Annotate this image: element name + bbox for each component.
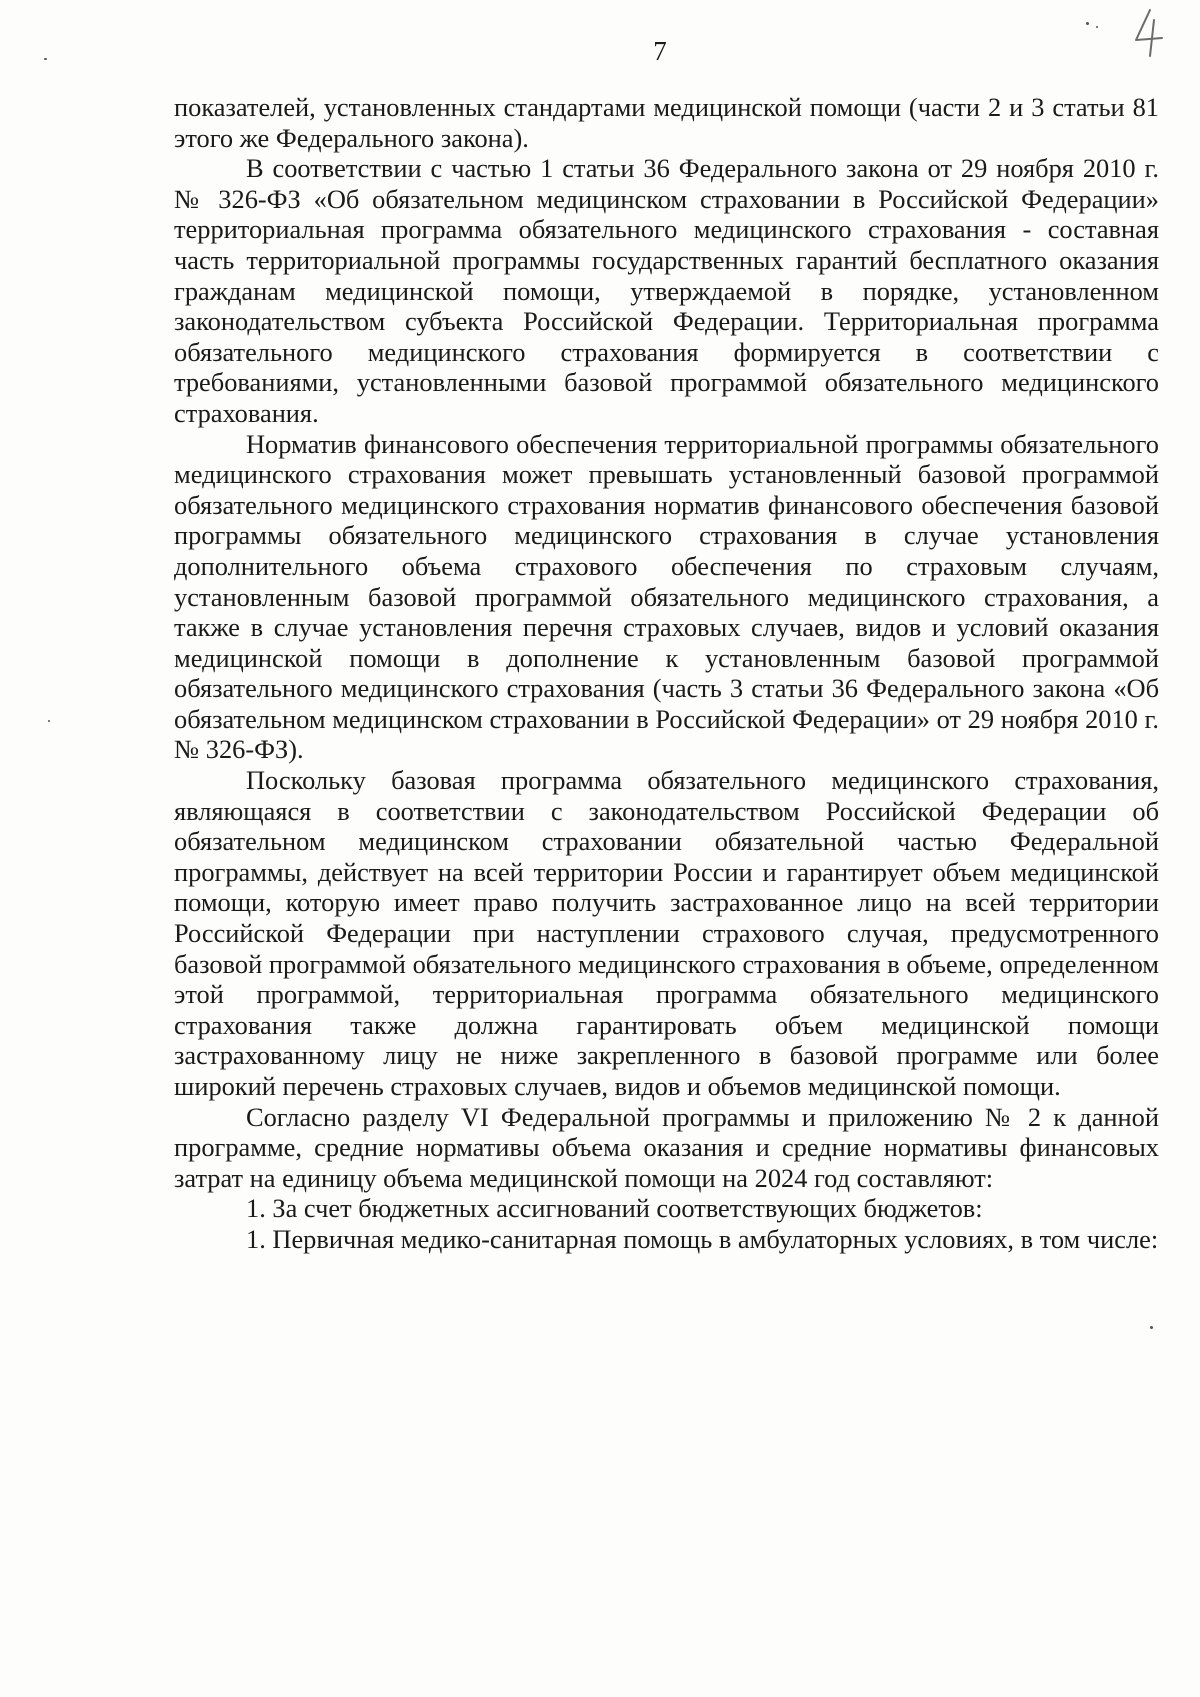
list-item-primary-care: 1. Первичная медико-санитарная помощь в амбулаторных условиях, в том числе: — [246, 1223, 1159, 1254]
paragraph-continued: показателей, установленных стандартами медицинской помощи (части 2 и 3 статьи 81 этого же Федерального закона). — [174, 92, 1159, 153]
paragraph-financing-standard: Норматив финансового обеспечения территориальной программы обязательного медицинского страхования может превышать установленный базовой программой обязательного медицинского страхования норматив финансового обеспечения базовой программы обязательного медицинского страхования в случае установления дополнительного объема страхового обеспечения по страховым случаям, установленным базовой программой обязательного медицинского страхования, а также в случае установления перечня страховых случаев, видов и условий оказания медицинской помощи в дополнение к установленным базовой программой обязательного медицинского страхования (часть 3 статьи 36 Федерального закона «Об обязательном медицинском страховании в Российской Федерации» от 29 ноября 2010 г. № 326-ФЗ). — [174, 428, 1159, 765]
scan-speck — [48, 720, 50, 722]
handwritten-page-mark — [1128, 4, 1168, 60]
document-body — [174, 92, 1159, 1255]
scan-speck — [1150, 1326, 1153, 1329]
page-number: 7 — [653, 36, 667, 66]
scan-speck — [1086, 22, 1089, 25]
paragraph-section-vi: Согласно разделу VI Федеральной программы и приложению № 2 к данной программе, средние нормативы объема оказания и средние нормативы финансовых затрат на единицу объема медицинской помощи на 2024 год составляют: — [174, 1101, 1159, 1193]
scan-speck — [1096, 26, 1098, 28]
list-item-budget: 1. За счет бюджетных ассигнований соответствующих бюджетов: — [246, 1193, 983, 1224]
scan-speck — [44, 58, 47, 60]
paragraph-base-program: Поскольку базовая программа обязательного медицинского страхования, являющаяся в соответствии с законодательством Российской Федерации об обязательном медицинском страховании обязательной частью Федеральной программы, действует на всей территории России и гарантирует объем медицинской помощи, которую имеет право получить застрахованное лицо на всей территории Российской Федерации при наступлении страхового случая, предусмотренного базовой программой обязательного медицинского страхования в объеме, определенном этой программой, территориальная программа обязательного медицинского страхования также должна гарантировать объем медицинской помощи застрахованному лицу не ниже закрепленного в базовой программе или более широкий перечень страховых случаев, видов и объемов медицинской помощи. — [174, 765, 1159, 1101]
paragraph-territorial-program: В соответствии с частью 1 статьи 36 Федерального закона от 29 ноября 2010 г. № 326-ФЗ «Об обязательном медицинском страховании в Российской Федерации» территориальная программа обязательного медицинского страхования - составная часть территориальной программы государственных гарантий бесплатного оказания гражданам медицинской помощи, утверждаемой в порядке, установленном законодательством субъекта Российской Федерации. Территориальная программа обязательного медицинского страхования формируется в соответствии с требованиями, установленными базовой программой обязательного медицинского страхования. — [174, 153, 1159, 428]
